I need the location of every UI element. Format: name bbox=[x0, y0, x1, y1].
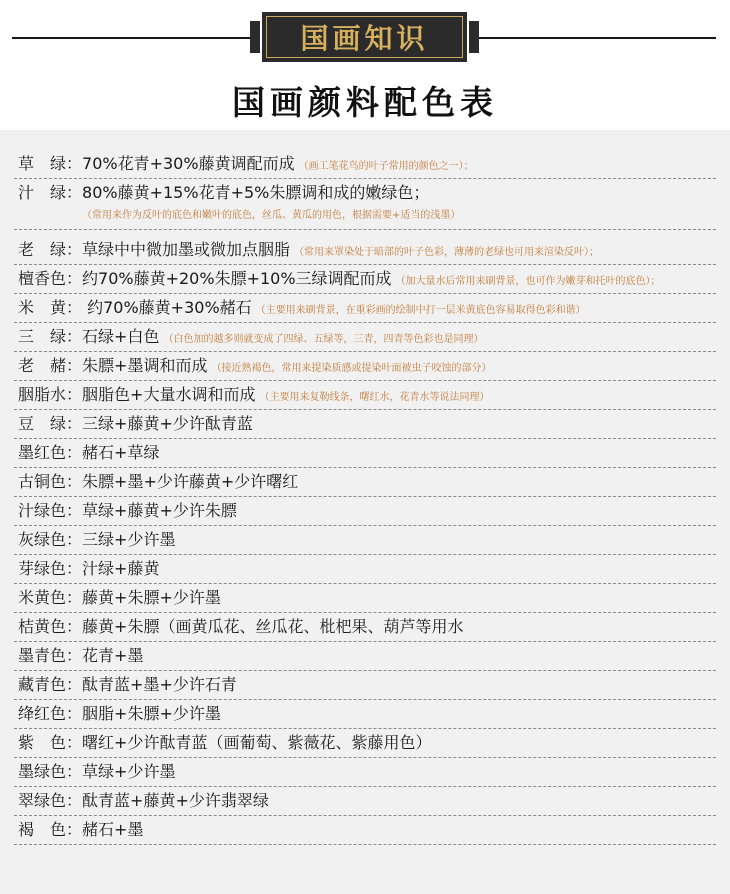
table-row bbox=[14, 671, 716, 700]
color-name: 墨绿色 bbox=[18, 762, 67, 781]
color-name: 汁 绿 bbox=[18, 183, 67, 202]
color-recipe: 石绿+白色 bbox=[82, 327, 160, 346]
color-note: （常用来罩染处于暗部的叶子色彩，薄薄的老绿也可用来渲染反叶）； bbox=[294, 247, 600, 258]
separator: ： bbox=[66, 414, 83, 433]
color-recipe: 约70%藤黄+30%赭石 bbox=[82, 298, 252, 317]
table-row bbox=[14, 150, 716, 179]
separator: ： bbox=[66, 356, 83, 375]
color-note: （白色加的越多则就变成了四绿、五绿等，三青，四青等色彩也是同理） bbox=[163, 334, 484, 345]
color-recipe: 赭石+草绿 bbox=[82, 443, 160, 462]
color-recipe: 70%花青+30%藤黄调配而成 bbox=[82, 154, 295, 173]
table-row bbox=[14, 555, 716, 584]
separator: ： bbox=[66, 385, 83, 404]
color-name: 三 绿 bbox=[18, 327, 67, 346]
color-name: 米 黄 bbox=[18, 298, 67, 317]
table-row bbox=[14, 729, 716, 758]
color-note: （画工笔花鸟的叶子常用的颜色之一）； bbox=[298, 161, 474, 172]
color-recipe: 朱膘+墨+少许藤黄+少许曙红 bbox=[82, 472, 299, 491]
color-recipe: 藤黄+朱膘+少许墨 bbox=[82, 588, 221, 607]
page-title: 国画颜料配色表 bbox=[232, 83, 498, 122]
color-name: 墨红色 bbox=[18, 443, 67, 462]
table-row bbox=[14, 265, 716, 294]
color-name: 米黄色 bbox=[18, 588, 67, 607]
separator: ： bbox=[66, 154, 83, 173]
table-row bbox=[14, 584, 716, 613]
table-row bbox=[14, 468, 716, 497]
color-recipe: 胭脂+朱膘+少许墨 bbox=[82, 704, 221, 723]
color-recipe: 三绿+少许墨 bbox=[82, 530, 176, 549]
color-recipe: 草绿+藤黄+少许朱膘 bbox=[82, 501, 237, 520]
color-note: （加大量水后常用来刷背景，也可作为嫩芽和托叶的底色）； bbox=[395, 276, 661, 287]
color-recipe: 草绿+少许墨 bbox=[82, 762, 176, 781]
color-name: 紫 色 bbox=[18, 733, 67, 752]
color-name: 豆 绿 bbox=[18, 414, 67, 433]
separator: ： bbox=[66, 472, 83, 491]
separator: ： bbox=[66, 820, 83, 839]
table-row bbox=[14, 439, 716, 468]
color-recipe: 80%藤黄+15%花青+5%朱膘调和成的嫩绿色； bbox=[82, 183, 430, 202]
color-note: （主要用来刷背景，在重彩画的绘制中打一层米黄底色容易取得色彩和谐） bbox=[255, 305, 586, 316]
separator: ： bbox=[66, 269, 83, 288]
table-row bbox=[14, 613, 716, 642]
title-rule-left bbox=[12, 37, 254, 39]
separator: ： bbox=[66, 588, 83, 607]
color-recipe: 胭脂色+大量水调和而成 bbox=[82, 385, 256, 404]
table-row bbox=[14, 352, 716, 381]
color-recipe: 花青+墨 bbox=[82, 646, 144, 665]
color-recipe: 草绿中中微加墨或微加点胭脂 bbox=[82, 240, 291, 259]
separator: ： bbox=[66, 183, 83, 202]
color-name: 汁绿色 bbox=[18, 501, 67, 520]
color-name: 老 绿 bbox=[18, 240, 67, 259]
separator: ： bbox=[66, 443, 83, 462]
separator: ： bbox=[66, 791, 83, 810]
table-row bbox=[14, 323, 716, 352]
table-row bbox=[14, 787, 716, 816]
table-row bbox=[14, 816, 716, 845]
color-name: 绛红色 bbox=[18, 704, 67, 723]
table-row bbox=[14, 236, 716, 265]
color-recipe: 曙红+少许酞青蓝（画葡萄、紫薇花、紫藤用色） bbox=[82, 733, 432, 752]
color-name: 藏青色 bbox=[18, 675, 67, 694]
table-row bbox=[14, 294, 716, 323]
table-row bbox=[14, 381, 716, 410]
color-name: 墨青色 bbox=[18, 646, 67, 665]
separator: ： bbox=[66, 559, 83, 578]
table-row bbox=[14, 700, 716, 729]
color-recipe: 汁绿+藤黄 bbox=[82, 559, 160, 578]
color-name: 胭脂水 bbox=[18, 385, 67, 404]
section-badge bbox=[262, 12, 467, 62]
color-recipe: 酞青蓝+墨+少许石青 bbox=[82, 675, 237, 694]
table-row bbox=[14, 410, 716, 439]
table-row bbox=[14, 642, 716, 671]
color-recipe: 朱膘+墨调和而成 bbox=[82, 356, 208, 375]
color-name: 桔黄色 bbox=[18, 617, 67, 636]
color-note: （常用来作为反叶的底色和嫩叶的底色，丝瓜、黄瓜的用色，根据需要+适当的浅墨） bbox=[82, 210, 461, 221]
color-name: 翠绿色 bbox=[18, 791, 67, 810]
separator: ： bbox=[66, 617, 83, 636]
table-row bbox=[14, 497, 716, 526]
table-row bbox=[14, 179, 716, 230]
badge-text: 国画知识 bbox=[300, 22, 429, 55]
color-note: （接近熟褐色，常用来提染质感或提染叶面被虫子咬蚀的部分） bbox=[211, 363, 492, 374]
separator: ： bbox=[66, 327, 83, 346]
separator: ： bbox=[66, 298, 83, 317]
color-note: （主要用来复勒线条，曙红水，花青水等说法同理） bbox=[259, 392, 490, 403]
separator: ： bbox=[66, 675, 83, 694]
color-recipe: 藤黄+朱膘（画黄瓜花、丝瓜花、枇杷果、葫芦等用水 bbox=[82, 617, 464, 636]
separator: ： bbox=[66, 530, 83, 549]
separator: ： bbox=[66, 240, 83, 259]
color-recipe: 三绿+藤黄+少许酞青蓝 bbox=[82, 414, 253, 433]
separator: ： bbox=[66, 704, 83, 723]
separator: ： bbox=[66, 733, 83, 752]
separator: ： bbox=[66, 762, 83, 781]
color-recipe: 酞青蓝+藤黄+少许翡翠绿 bbox=[82, 791, 269, 810]
table-row bbox=[14, 758, 716, 787]
separator: ： bbox=[66, 646, 83, 665]
table-row bbox=[14, 526, 716, 555]
color-name: 灰绿色 bbox=[18, 530, 67, 549]
color-name: 檀香色 bbox=[18, 269, 67, 288]
color-name: 古铜色 bbox=[18, 472, 67, 491]
separator: ： bbox=[66, 501, 83, 520]
color-recipe: 赭石+墨 bbox=[82, 820, 144, 839]
title-rule-right bbox=[476, 37, 716, 39]
color-name: 草 绿 bbox=[18, 154, 67, 173]
color-name: 老 赭 bbox=[18, 356, 67, 375]
color-table bbox=[14, 150, 716, 845]
color-recipe: 约70%藤黄+20%朱膘+10%三绿调配而成 bbox=[82, 269, 392, 288]
color-name: 芽绿色 bbox=[18, 559, 67, 578]
color-name: 褐 色 bbox=[18, 820, 67, 839]
